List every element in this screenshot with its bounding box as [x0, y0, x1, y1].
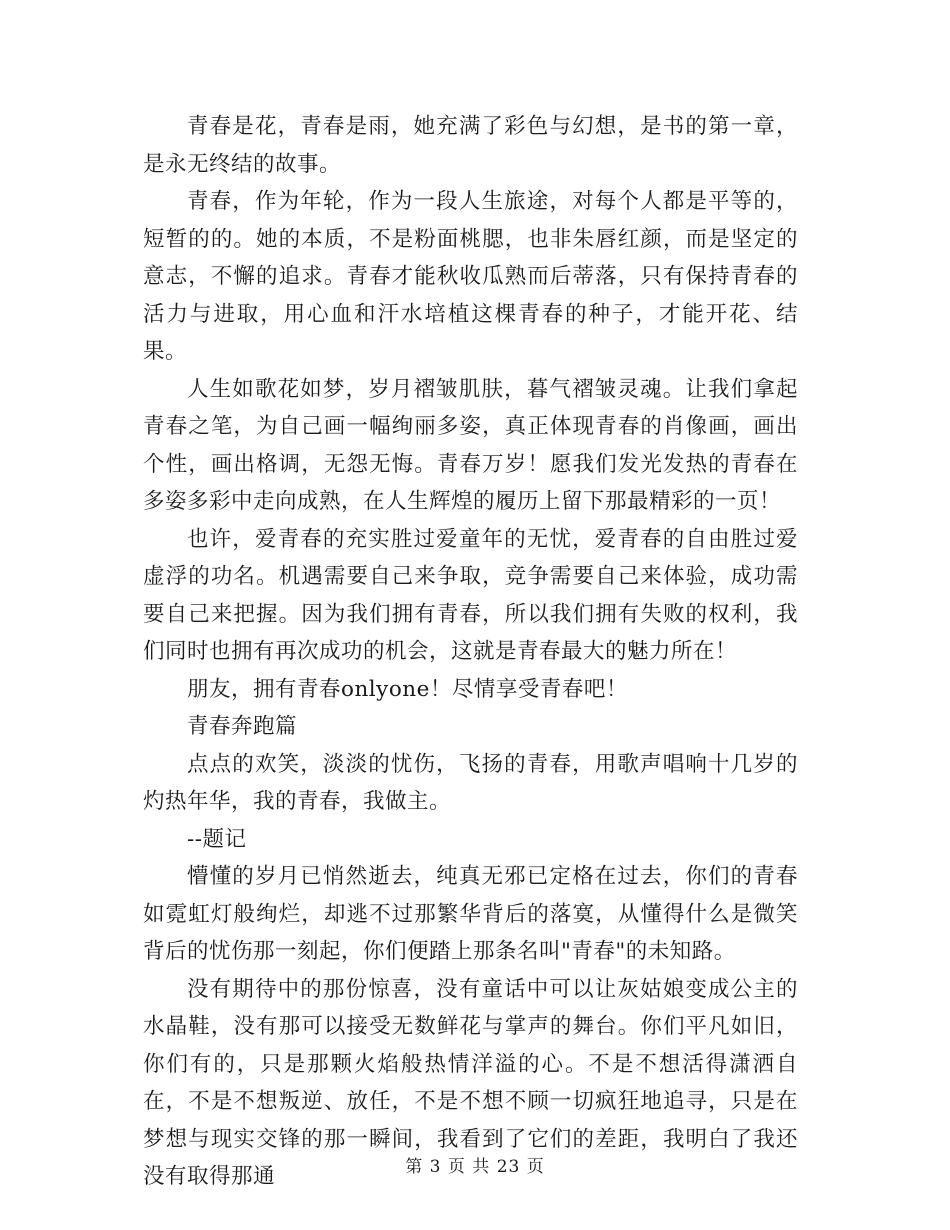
- paragraph: 朋友，拥有青春onlyone！尽情享受青春吧！: [187, 676, 628, 702]
- paragraph: 青春是花，青春是雨，她充满了彩色与幻想，是书的第一章，是永无终结的故事。: [143, 114, 798, 177]
- paragraph: 也许，爱青春的充实胜过爱童年的无忧，爱青春的自由胜过爱虚浮的功名。机遇需要自己来争取，竞争需要自己来体验，成功需要自己来把握。因为我们拥有青春，所以我们拥有失败的权利，我们同时也拥有再次成功的机会，这就是青春最大的魅力所在！: [143, 526, 798, 664]
- page-number: 第 3 页 共 23 页: [405, 1157, 545, 1177]
- paragraph: 青春，作为年轮，作为一段人生旅途，对每个人都是平等的，短暂的的。她的本质，不是粉面桃腮，也非朱唇红颜，而是坚定的意志，不懈的追求。青春才能秋收瓜熟而后蒂落，只有保持青春的活力与进取，用心血和汗水培植这棵青春的种子，才能开花、结果。: [143, 189, 798, 364]
- paragraph: 没有期待中的那份惊喜，没有童话中可以让灰姑娘变成公主的水晶鞋，没有那可以接受无数鲜花与掌声的舞台。你们平凡如旧，你们有的，只是那颗火焰般热情洋溢的心。不是不想活得潇洒自在，不是不想叛逆、放任，不是不想不顾一切疯狂地追寻，只是在梦想与现实交锋的那一瞬间，我看到了它们的差距，我明白了我还没有取得那通: [143, 976, 798, 1189]
- section-heading: 青春奔跑篇: [187, 714, 298, 739]
- document-body: [143, 108, 798, 1196]
- epigraph-attribution: --题记: [187, 826, 247, 852]
- paragraph: 人生如歌花如梦，岁月褶皱肌肤，暮气褶皱灵魂。让我们拿起青春之笔，为自己画一幅绚丽多姿，真正体现青春的肖像画，画出个性，画出格调，无怨无悔。青春万岁！愿我们发光发热的青春在多姿多彩中走向成熟，在人生辉煌的履历上留下那最精彩的一页！: [143, 376, 798, 514]
- paragraph: 点点的欢笑，淡淡的忧伤，飞扬的青春，用歌声唱响十几岁的灼热年华，我的青春，我做主。: [143, 751, 798, 814]
- paragraph: 懵懂的岁月已悄然逝去，纯真无邪已定格在过去，你们的青春如霓虹灯般绚烂，却逃不过那繁华背后的落寞，从懂得什么是微笑背后的忧伤那一刻起，你们便踏上那条名叫"青春"的未知路。: [143, 864, 798, 964]
